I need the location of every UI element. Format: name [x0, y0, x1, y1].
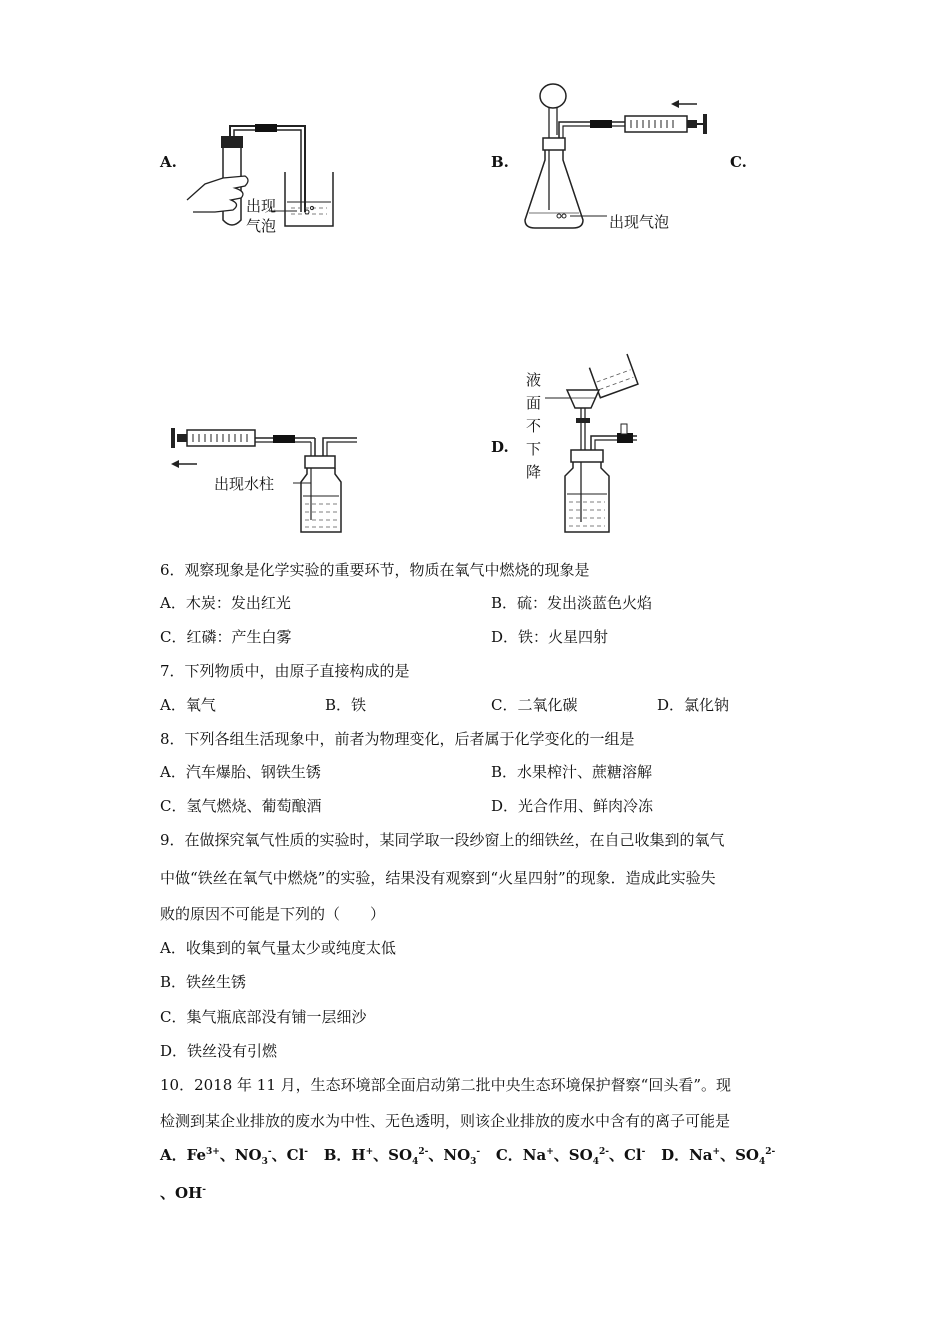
figure-d-caption-char-2: 面 [526, 394, 542, 412]
figure-a-caption-line1: 出现 [246, 197, 277, 215]
q10-option-c: C．Na+、$SO_4^{2-}$、Cl- [495, 1146, 646, 1167]
q10-options-line [160, 1145, 775, 1165]
figure-b-label: B. [491, 153, 509, 171]
figure-d-label: D. [491, 438, 509, 456]
figure-c-caption: 出现水柱 [214, 475, 275, 493]
q6-option-b: B．硫：发出淡蓝色火焰 [491, 594, 653, 612]
q10-option-b: B．H+、$SO_4^{2-}$、$NO_3^-$ [323, 1146, 481, 1167]
figure-d-caption-char-5: 降 [526, 463, 542, 481]
q8-option-d: D．光合作用、鲜肉冷冻 [491, 797, 654, 815]
q7-option-c: C．二氧化碳 [491, 696, 578, 714]
figure-d-apparatus [545, 352, 645, 537]
q8-option-b: B．水果榨汁、蔗糖溶解 [491, 763, 653, 781]
q7-stem: 7．下列物质中，由原子直接构成的是 [160, 662, 410, 680]
q8-stem: 8．下列各组生活现象中，前者为物理变化，后者属于化学变化的一组是 [160, 730, 635, 748]
q6-option-d: D．铁：火星四射 [491, 628, 609, 646]
q9-stem-line2: 中做“铁丝在氧气中燃烧”的实验，结果没有观察到“火星四射”的现象．造成此实验失 [160, 869, 716, 887]
q6-option-c: C．红磷：产生白雾 [160, 628, 292, 646]
q9-option-c: C．集气瓶底部没有铺一层细沙 [160, 1008, 367, 1026]
figure-c-label: C. [730, 153, 747, 171]
q6-stem: 6．观察现象是化学实验的重要环节，物质在氧气中燃烧的现象是 [160, 561, 590, 579]
q8-option-a: A．汽车爆胎、钢铁生锈 [160, 763, 321, 781]
q10-stem-line1: 10．2018 年 11 月，生态环境部全面启动第二批中央生态环境保护督察“回头看”。现 [160, 1076, 731, 1094]
q10-option-d-continued: 、OH- [160, 1184, 207, 1202]
figure-d-caption-char-1: 液 [526, 371, 542, 389]
q6-option-a: A．木炭：发出红光 [160, 594, 291, 612]
q10-stem-line2: 检测到某企业排放的废水为中性、无色透明，则该企业排放的废水中含有的离子可能是 [160, 1112, 731, 1130]
q8-option-c: C．氢气燃烧、葡萄酿酒 [160, 797, 322, 815]
figure-d-caption-char-4: 下 [526, 440, 542, 458]
figure-b-caption: 出现气泡 [609, 213, 670, 231]
q10-option-d: D．Na+、$SO_4^{2-}$ [661, 1146, 776, 1167]
q7-option-d: D．氯化钠 [657, 696, 730, 714]
q9-option-d: D．铁丝没有引燃 [160, 1042, 278, 1060]
q9-stem-line1: 9．在做探究氧气性质的实验时，某同学取一段纱窗上的细铁丝，在自己收集到的氧气 [160, 831, 725, 849]
q9-option-b: B．铁丝生锈 [160, 973, 247, 991]
figure-d-caption-char-3: 不 [526, 417, 542, 435]
figure-a-caption-line2: 气泡 [246, 217, 277, 235]
q9-option-a: A．收集到的氧气量太少或纯度太低 [160, 939, 396, 957]
figure-a-label: A. [160, 153, 177, 171]
q7-option-b: B．铁 [325, 696, 367, 714]
q9-stem-line3: 败的原因不可能是下列的（ ） [160, 905, 386, 923]
q7-option-a: A．氧气 [160, 696, 216, 714]
q10-option-a: A．$Fe^{3+}$、$NO_3^-$、Cl- [160, 1146, 309, 1167]
